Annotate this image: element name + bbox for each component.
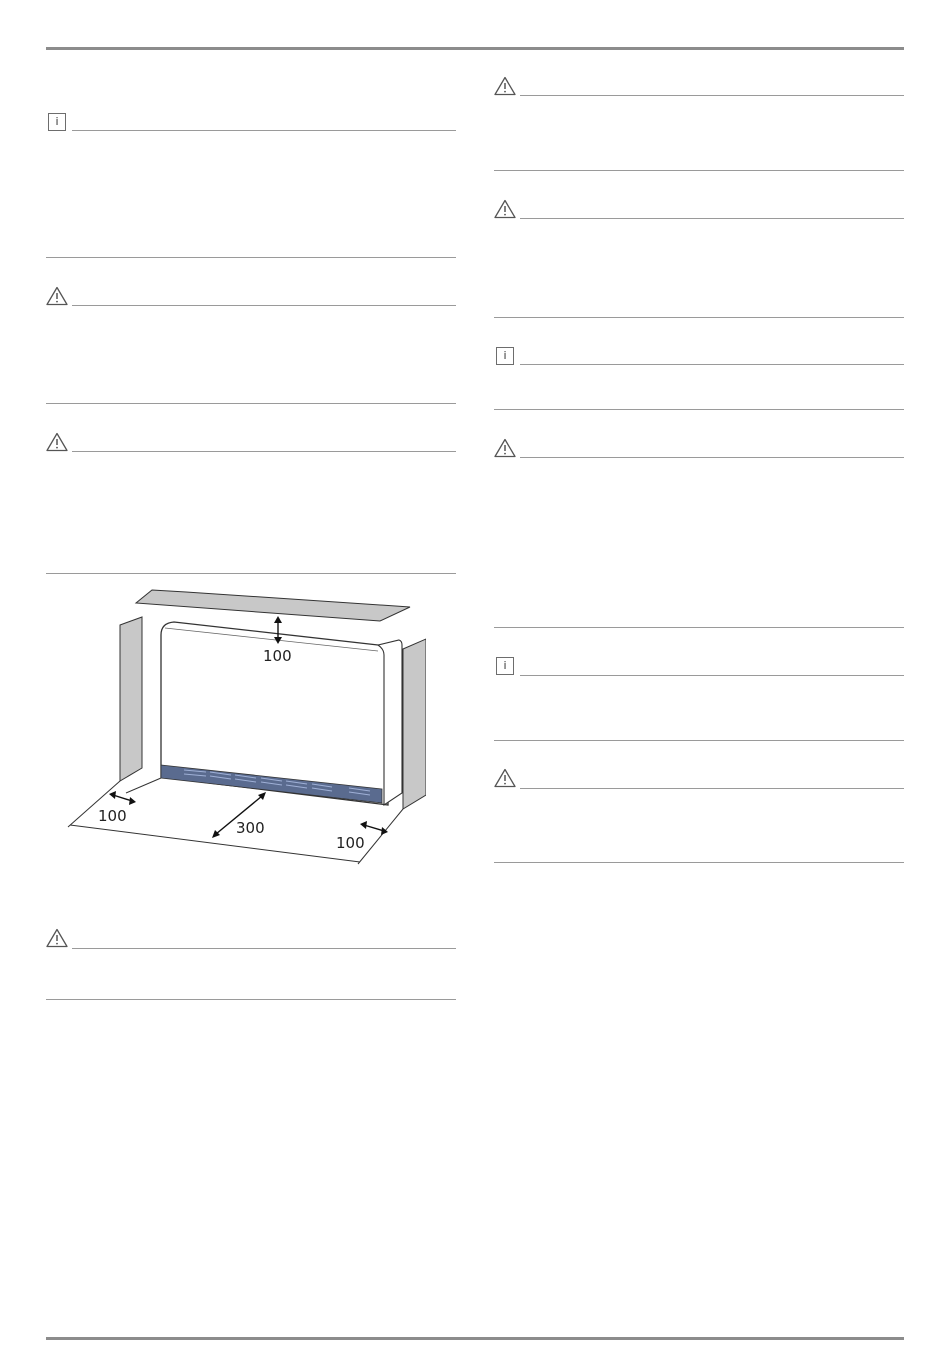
notice-end-line — [494, 317, 904, 318]
unit-base-right-line — [361, 805, 384, 823]
notice-header-line — [72, 130, 456, 131]
info-icon: i — [496, 347, 514, 365]
warning-triangle-icon — [46, 928, 68, 948]
info-icon: i — [496, 657, 514, 675]
notice-header-line — [72, 305, 456, 306]
warning-triangle-icon — [494, 76, 516, 96]
floor-right-line — [358, 809, 403, 864]
warning-notice-6 — [494, 438, 904, 633]
right-column — [494, 0, 904, 1369]
warning-triangle-icon — [494, 199, 516, 219]
notice-header-line — [520, 675, 904, 676]
notice-end-line — [46, 403, 456, 404]
notice-end-line — [46, 257, 456, 258]
left-clearance-arrow — [113, 795, 132, 801]
left-clearance-panel — [120, 617, 142, 781]
notice-end-line — [494, 862, 904, 863]
notice-end-line — [494, 740, 904, 741]
clearance-diagram-svg — [66, 585, 426, 870]
notice-header-line — [72, 451, 456, 452]
notice-header-line — [520, 218, 904, 219]
right-clearance-arrow — [364, 825, 384, 831]
notice-header-line — [520, 457, 904, 458]
warning-triangle-icon — [494, 768, 516, 788]
notice-header-line — [520, 95, 904, 96]
info-notice-2 — [494, 347, 904, 417]
clearance-diagram — [66, 585, 426, 870]
warning-triangle-icon — [494, 438, 516, 458]
top-clearance-label: 100 — [263, 647, 292, 665]
notice-end-line — [494, 409, 904, 410]
notice-header-line — [520, 788, 904, 789]
warning-notice-4 — [494, 76, 904, 176]
notice-end-line — [46, 999, 456, 1000]
warning-triangle-icon — [46, 432, 68, 452]
arrow-head — [129, 797, 136, 805]
info-notice-3 — [494, 657, 904, 747]
right-clearance-panel — [403, 639, 426, 809]
right-clearance-label: 100 — [336, 834, 365, 852]
warning-notice-2 — [46, 432, 456, 582]
notice-header-line — [72, 948, 456, 949]
warning-notice-7 — [494, 768, 904, 868]
info-notice-1 — [46, 113, 456, 263]
left-clearance-label: 100 — [98, 807, 127, 825]
warning-notice-3 — [46, 928, 456, 1008]
notice-end-line — [46, 573, 456, 574]
notice-end-line — [494, 170, 904, 171]
arrow-head — [274, 616, 282, 623]
unit-base-left-line — [126, 778, 161, 793]
info-icon: i — [48, 113, 66, 131]
warning-notice-1 — [46, 286, 456, 411]
arrow-head — [109, 791, 116, 799]
page-footer-rule — [46, 1337, 904, 1340]
warning-triangle-icon — [46, 286, 68, 306]
warning-notice-5 — [494, 199, 904, 324]
notice-header-line — [520, 364, 904, 365]
notice-end-line — [494, 627, 904, 628]
top-clearance-panel — [136, 590, 410, 621]
front-clearance-label: 300 — [236, 819, 265, 837]
arrow-head — [360, 821, 367, 829]
